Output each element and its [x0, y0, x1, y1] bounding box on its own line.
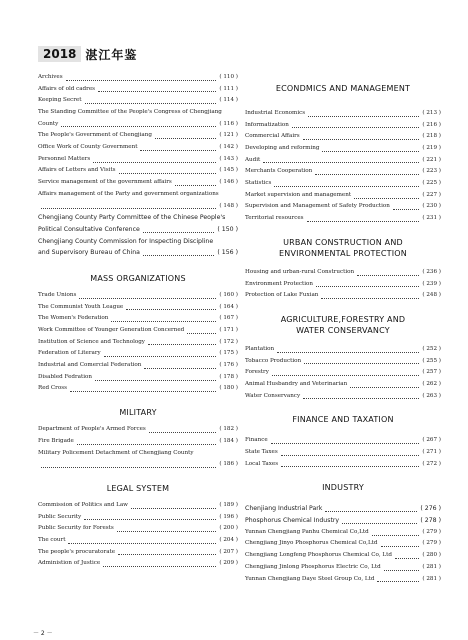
toc-entry — [38, 119, 238, 131]
dot-leader — [271, 443, 420, 444]
year-label: 2018 — [38, 46, 81, 62]
dot-leader — [350, 387, 419, 388]
dot-leader — [395, 558, 419, 559]
toc-entry-label: Public Security — [38, 513, 82, 520]
toc-entry — [38, 95, 238, 107]
toc-entry — [245, 367, 441, 379]
dot-leader — [303, 139, 420, 140]
toc-entry-page: ( 263 ) — [422, 392, 441, 399]
dot-leader — [111, 321, 216, 322]
toc-entry-label: The people's procuratorate — [38, 548, 116, 555]
toc-entry — [38, 535, 238, 547]
toc-legal-list — [38, 500, 238, 570]
dot-leader — [98, 91, 216, 92]
toc-entry-label: Phosphorus Chemical Industry — [245, 517, 340, 525]
toc-entry — [38, 500, 238, 512]
dot-leader — [357, 275, 419, 276]
toc-entry-label: The court — [38, 536, 66, 543]
dot-leader — [377, 581, 419, 582]
section-title-urban-1: URBAN CONSTRUCTION AND — [283, 237, 403, 247]
dot-leader — [272, 375, 420, 376]
toc-entry — [38, 154, 238, 166]
dot-leader — [322, 151, 419, 152]
dot-leader — [308, 116, 419, 117]
toc-entry — [245, 143, 441, 155]
toc-entry-label: Trade Unions — [38, 291, 77, 298]
toc-entry-page: ( 279 ) — [422, 540, 441, 547]
toc-entry — [38, 224, 238, 236]
dot-leader — [307, 221, 420, 222]
toc-entry-page: ( 116 ) — [219, 120, 238, 127]
toc-entry-page: ( 281 ) — [422, 563, 441, 570]
toc-entry-label: Affairs of old cadres — [38, 85, 95, 92]
toc-entry — [38, 236, 238, 248]
toc-entry — [245, 435, 441, 447]
toc-entry-page: ( 239 ) — [422, 280, 441, 287]
toc-entry — [38, 459, 238, 471]
toc-entry-page: ( 271 ) — [422, 449, 441, 456]
dot-leader — [263, 162, 419, 163]
toc-entry-page: ( 276 ) — [420, 505, 441, 513]
toc-entry-page: ( 196 ) — [219, 513, 238, 520]
toc-entry-page: ( 171 ) — [219, 327, 238, 334]
dot-leader — [144, 368, 216, 369]
toc-econ-list — [245, 108, 441, 225]
toc-entry — [245, 190, 441, 202]
dot-leader — [149, 432, 217, 433]
toc-entry — [245, 459, 441, 471]
toc-entry-label: Chengjiang Longfeng Phosphorus Chemical Co, Ltd — [245, 552, 392, 559]
toc-entry-label: Chengjiang Jinlong Phosphorus Electric Co, Ltd — [245, 563, 381, 570]
toc-entry-page: ( 227 ) — [422, 191, 441, 198]
dot-leader — [175, 185, 217, 186]
dot-leader — [155, 138, 216, 139]
toc-entry-page: ( 255 ) — [422, 357, 441, 364]
toc-entry-label: Chenjiang Industrial Park — [245, 505, 323, 513]
toc-entry-page: ( 164 ) — [219, 303, 238, 310]
toc-entry-page: ( 189 ) — [219, 501, 238, 508]
toc-entry-label: Institution of Science and Technology — [38, 338, 145, 345]
toc-entry-label: Merchants Cooperation — [245, 168, 313, 175]
toc-entry — [245, 391, 441, 403]
dot-leader — [143, 255, 214, 256]
toc-entry — [38, 313, 238, 325]
dot-leader — [41, 208, 216, 209]
toc-entry — [38, 212, 238, 224]
yearbook-title: 湛江年鉴 — [85, 47, 138, 62]
dot-leader — [140, 150, 216, 151]
toc-entry-page: ( 146 ) — [219, 179, 238, 186]
toc-entry — [245, 120, 441, 132]
toc-entry-label: Service management of the government affairs — [38, 179, 172, 186]
toc-entry — [38, 337, 238, 349]
toc-entry-page: ( 231 ) — [422, 215, 441, 222]
toc-left-column — [38, 72, 238, 570]
dot-leader — [143, 232, 215, 233]
toc-entry — [38, 424, 238, 436]
dot-leader — [274, 186, 419, 187]
dot-leader — [384, 570, 420, 571]
toc-entry-page: ( 110 ) — [219, 73, 238, 80]
toc-entry — [38, 177, 238, 189]
toc-entry-label: Audit — [245, 156, 261, 163]
toc-entry — [245, 344, 441, 356]
toc-entry-page: ( 160 ) — [219, 291, 238, 298]
dot-leader — [93, 162, 216, 163]
toc-entry-label: Work Committee of Younger Generation Concerned — [38, 327, 185, 334]
toc-entry — [245, 213, 441, 225]
toc-entry-label: Forestry — [245, 369, 269, 376]
section-title-finance: FINANCE AND TAXATION — [292, 415, 394, 425]
dot-leader — [84, 519, 216, 520]
page-number: － 2 － — [33, 630, 53, 637]
toc-entry-page: ( 114 ) — [219, 97, 238, 104]
toc-entry — [38, 84, 238, 96]
toc-entry-label: Administion of Justice — [38, 560, 101, 567]
dot-leader — [187, 333, 216, 334]
section-title-legal-system: LEGAL SYSTEM — [106, 483, 170, 493]
toc-entry-label: Office Work of County Government — [38, 144, 138, 151]
toc-entry-page: ( 175 ) — [219, 350, 238, 357]
dot-leader — [381, 546, 420, 547]
toc-entry — [245, 267, 441, 279]
toc-entry-label: State Taxes — [245, 449, 278, 456]
toc-entry — [38, 201, 238, 213]
toc-entry-label: Supervision and Management of Safety Production — [245, 203, 390, 210]
section-title-agri-2: WATER CONSERVANCY — [296, 325, 390, 335]
toc-entry — [245, 290, 441, 302]
toc-entry-label: The People's Government of Chengjiang — [38, 132, 152, 139]
toc-entry — [38, 547, 238, 559]
toc-entry-page: ( 230 ) — [422, 203, 441, 210]
toc-entry-page: ( 148 ) — [219, 202, 238, 209]
toc-entry — [38, 302, 238, 314]
dot-leader — [393, 209, 420, 210]
toc-entry-label: Animal Husbandry and Veterinarian — [245, 380, 348, 387]
toc-entry-label: Chengjiang Jinyo Phosphorus Chemical Co,Ltd — [245, 540, 378, 547]
dot-leader — [85, 103, 217, 104]
dot-leader — [321, 298, 419, 299]
toc-agri-list — [245, 344, 441, 402]
toc-entry — [38, 384, 238, 396]
toc-entry-label: Finance — [245, 437, 268, 444]
toc-entry-page: ( 213 ) — [422, 109, 441, 116]
toc-entry-label: Industrial Economics — [245, 109, 306, 116]
toc-entry-label: County — [38, 120, 59, 127]
toc-entry — [245, 527, 441, 539]
toc-entry-page: ( 207 ) — [219, 548, 238, 555]
dot-leader — [66, 80, 217, 81]
toc-entry-page: ( 221 ) — [422, 156, 441, 163]
toc-entry-label: Chengjiang County Commission for Inspecting Discipline — [38, 237, 214, 245]
dot-leader — [126, 309, 216, 310]
toc-entry-label: Political Consultative Conference — [38, 225, 140, 233]
toc-entry — [245, 550, 441, 562]
toc-entry-label: The Standing Committee of the People's Congress of Chengjiang — [38, 109, 222, 116]
toc-entry-label: Water Conservancy — [245, 392, 301, 399]
toc-entry — [245, 562, 441, 574]
toc-entry-label: Affairs management of the Party and government organizations — [38, 190, 219, 197]
dot-leader — [292, 127, 420, 128]
toc-entry — [245, 379, 441, 391]
toc-entry-page: ( 252 ) — [422, 345, 441, 352]
dot-leader — [372, 535, 420, 536]
toc-entry-page: ( 225 ) — [422, 180, 441, 187]
section-title-industry: INDUSTRY — [322, 483, 364, 493]
toc-entry — [38, 523, 238, 535]
toc-entry-label: Statistics — [245, 180, 272, 187]
toc-entry-page: ( 262 ) — [422, 380, 441, 387]
toc-entry — [245, 574, 441, 586]
toc-entry-page: ( 280 ) — [422, 552, 441, 559]
toc-entry-page: ( 209 ) — [219, 560, 238, 567]
toc-entry — [245, 108, 441, 120]
toc-industry-list — [245, 503, 441, 585]
dot-leader — [342, 523, 417, 524]
toc-entry-label: Fire Brigade — [38, 437, 74, 444]
toc-entry-page: ( 204 ) — [219, 536, 238, 543]
toc-entry-page: ( 278 ) — [420, 517, 441, 525]
dot-leader — [41, 467, 216, 468]
toc-entry — [38, 448, 238, 460]
toc-entry-label: Affairs of Letters and Visits — [38, 167, 116, 174]
toc-mass-list — [38, 290, 238, 395]
dot-leader — [119, 173, 217, 174]
dot-leader — [277, 352, 419, 353]
toc-finance-list — [245, 435, 441, 470]
toc-entry-page: ( 186 ) — [219, 461, 238, 468]
toc-entry-page: ( 219 ) — [422, 145, 441, 152]
toc-entry-label: Red Cross — [38, 385, 67, 392]
toc-entry-page: ( 272 ) — [422, 460, 441, 467]
toc-entry-label: Public Security for Forests — [38, 525, 114, 532]
toc-entry-page: ( 142 ) — [219, 144, 238, 151]
toc-entry-label: The Communist Youth League — [38, 303, 124, 310]
toc-urban-list — [245, 267, 441, 302]
toc-entry-label: Industrial and Comercial Federation — [38, 362, 142, 369]
toc-entry — [245, 503, 441, 515]
dot-leader — [104, 356, 217, 357]
section-title-agri-1: AGRICULTURE,FORESTRY AND — [280, 314, 406, 324]
toc-entry-label: and Supervisory Bureau of China — [38, 249, 140, 257]
dot-leader — [118, 554, 216, 555]
toc-entry-label: Disabled Fedration — [38, 373, 93, 380]
toc-entry-page: ( 176 ) — [219, 362, 238, 369]
toc-entry-page: ( 218 ) — [422, 133, 441, 140]
toc-entry-label: Informatization — [245, 121, 289, 128]
dot-leader — [304, 363, 419, 364]
dot-leader — [68, 543, 216, 544]
toc-entry-page: ( 216 ) — [422, 121, 441, 128]
toc-entry — [245, 539, 441, 551]
section-title-urban-2: ENVIRONMENTAL PROTECTION — [279, 248, 407, 258]
toc-entry — [245, 155, 441, 167]
toc-entry-label: Territorial resources — [245, 215, 304, 222]
toc-entry-label: Yunnan Chengjiang Daye Steel Group Co, Ltd — [245, 575, 375, 582]
toc-entry-page: ( 167 ) — [219, 315, 238, 322]
toc-entry-label: Keeping Secret — [38, 97, 82, 104]
toc-entry-page: ( 111 ) — [219, 85, 238, 92]
toc-entry — [245, 178, 441, 190]
toc-entry — [38, 247, 238, 259]
toc-entry-label: The Women's Federation — [38, 315, 109, 322]
section-title-mass-organizations: MASS ORGANIZATIONS — [90, 274, 186, 283]
toc-entry-page: ( 121 ) — [219, 132, 238, 139]
dot-leader — [315, 174, 419, 175]
toc-entry-label: Archives — [38, 73, 63, 80]
toc-entry-page: ( 236 ) — [422, 268, 441, 275]
toc-entry-page: ( 267 ) — [422, 437, 441, 444]
dot-leader — [95, 380, 216, 381]
toc-entry — [38, 130, 238, 142]
toc-entry — [38, 325, 238, 337]
toc-entry-label: Personnel Matters — [38, 155, 91, 162]
dot-leader — [148, 344, 216, 345]
toc-entry — [38, 142, 238, 154]
toc-entry — [38, 360, 238, 372]
dot-leader — [79, 298, 216, 299]
toc-entry — [38, 372, 238, 384]
toc-entry-label: Environment Protection — [245, 280, 314, 287]
toc-entry — [245, 515, 441, 527]
toc-entry — [38, 107, 238, 119]
yearbook-header — [38, 45, 137, 63]
section-title-economics: ECONDMICS AND MANAGEMENT — [275, 84, 411, 93]
toc-entry-label: Federation of Literary — [38, 350, 101, 357]
toc-entry — [245, 131, 441, 143]
dot-leader — [325, 511, 417, 512]
dot-leader — [103, 566, 216, 567]
toc-entry — [245, 447, 441, 459]
toc-entry-page: ( 182 ) — [219, 426, 238, 433]
toc-entry — [38, 436, 238, 448]
toc-entry-label: Commission of Politics and Law — [38, 501, 128, 508]
dot-leader — [303, 398, 419, 399]
dot-leader — [70, 391, 216, 392]
dot-leader — [131, 508, 216, 509]
section-title-military: MILITARY — [119, 408, 157, 418]
dot-leader — [61, 126, 216, 127]
toc-entry-label: Department of People's Armed Forces — [38, 426, 146, 433]
dot-leader — [117, 531, 217, 532]
toc-entry — [245, 356, 441, 368]
toc-entry-page: ( 172 ) — [219, 338, 238, 345]
toc-entry-page: ( 143 ) — [219, 155, 238, 162]
toc-entry-label: Developing and reforming — [245, 145, 320, 152]
dot-leader — [77, 444, 217, 445]
toc-entry — [245, 202, 441, 214]
toc-entry — [38, 512, 238, 524]
toc-entry — [38, 348, 238, 360]
toc-entry-page: ( 150 ) — [217, 225, 238, 233]
toc-entry-page: ( 279 ) — [422, 528, 441, 535]
toc-entry-page: ( 200 ) — [219, 525, 238, 532]
toc-entry — [38, 166, 238, 178]
toc-entry-page: ( 145 ) — [219, 167, 238, 174]
toc-entry-label: Tobacco Production — [245, 357, 302, 364]
toc-entry-page: ( 281 ) — [422, 575, 441, 582]
dot-leader — [316, 286, 419, 287]
toc-entry-label: Commercial Affairs — [245, 133, 300, 140]
toc-general-list — [38, 72, 238, 259]
dot-leader — [281, 466, 419, 467]
toc-entry — [38, 189, 238, 201]
toc-entry — [38, 72, 238, 84]
toc-entry-page: ( 184 ) — [219, 437, 238, 444]
toc-entry-page: ( 156 ) — [217, 249, 238, 257]
toc-entry-label: Local Taxes — [245, 460, 279, 467]
toc-entry — [245, 166, 441, 178]
toc-entry-page: ( 248 ) — [422, 292, 441, 299]
toc-entry-label: Military Policement Detachment of Chengjiang County — [38, 449, 194, 456]
toc-entry-page: ( 223 ) — [422, 168, 441, 175]
dot-leader — [354, 198, 419, 199]
toc-entry-page: ( 180 ) — [219, 385, 238, 392]
toc-entry-page: ( 178 ) — [219, 373, 238, 380]
toc-right-column — [245, 72, 441, 585]
toc-military-list — [38, 424, 238, 471]
toc-entry-label: Protection of Lake Fuxian — [245, 292, 319, 299]
toc-entry-label: Market supervision and management — [245, 191, 352, 198]
toc-entry-label: Chengjiang County Party Committee of the Chinese People's — [38, 214, 226, 222]
toc-entry-page: ( 257 ) — [422, 369, 441, 376]
toc-entry-label: Yunnan Chengjiang Panhu Chemical Co,Ltd — [245, 528, 369, 535]
toc-entry-label: Plantation — [245, 345, 275, 352]
toc-entry-label: Housing and urban-rural Construction — [245, 268, 355, 275]
toc-entry — [38, 290, 238, 302]
toc-entry — [245, 279, 441, 291]
dot-leader — [281, 455, 420, 456]
toc-entry — [38, 558, 238, 570]
